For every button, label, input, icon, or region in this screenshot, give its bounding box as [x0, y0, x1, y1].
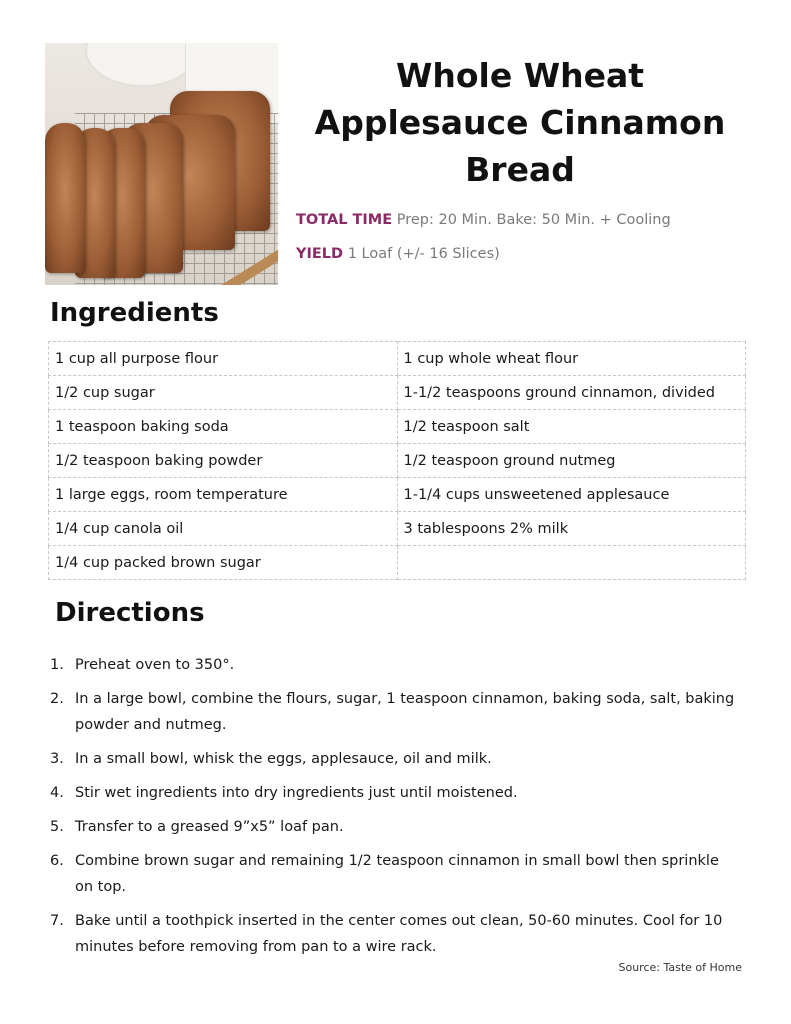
- ingredient-cell: 1/2 teaspoon baking powder: [49, 444, 398, 478]
- ingredient-cell: 1 teaspoon baking soda: [49, 410, 398, 444]
- yield-label: YIELD: [296, 246, 344, 262]
- list-item: [50, 908, 740, 960]
- recipe-title: [290, 52, 750, 193]
- step-number: 2.: [50, 691, 64, 707]
- step-number: 7.: [50, 913, 64, 929]
- step-text: Transfer to a greased 9”x5” loaf pan.: [75, 819, 344, 835]
- ingredient-cell: 3 tablespoons 2% milk: [397, 512, 746, 546]
- step-text: Stir wet ingredients into dry ingredients just until moistened.: [75, 785, 518, 801]
- step-text: In a small bowl, whisk the eggs, applesauce, oil and milk.: [75, 751, 492, 767]
- table-row: [49, 376, 746, 410]
- ingredient-cell: 1 large eggs, room temperature: [49, 478, 398, 512]
- table-row: [49, 478, 746, 512]
- title-line: Applesauce Cinnamon: [314, 103, 726, 142]
- ingredient-cell: 1/2 teaspoon ground nutmeg: [397, 444, 746, 478]
- table-row: [49, 546, 746, 580]
- table-row: [49, 444, 746, 478]
- table-row: [49, 410, 746, 444]
- ingredient-cell: 1-1/4 cups unsweetened applesauce: [397, 478, 746, 512]
- source-credit: Source: Taste of Home: [618, 961, 742, 974]
- directions-heading: Directions: [55, 598, 205, 628]
- step-number: 3.: [50, 751, 64, 767]
- ingredient-cell: 1/4 cup canola oil: [49, 512, 398, 546]
- ingredient-cell: 1 cup whole wheat flour: [397, 342, 746, 376]
- ingredient-cell: 1/2 teaspoon salt: [397, 410, 746, 444]
- step-text: Preheat oven to 350°.: [75, 657, 235, 673]
- step-number: 4.: [50, 785, 64, 801]
- yield-value: 1 Loaf (+/- 16 Slices): [347, 246, 500, 262]
- total-time: [296, 212, 671, 228]
- bread-slice: [45, 123, 85, 273]
- bread-photo: [45, 43, 278, 285]
- ingredient-cell: 1-1/2 teaspoons ground cinnamon, divided: [397, 376, 746, 410]
- directions-list: [50, 652, 740, 968]
- ingredient-cell: 1/4 cup packed brown sugar: [49, 546, 398, 580]
- yield: [296, 246, 500, 262]
- step-number: 6.: [50, 853, 64, 869]
- title-line: Whole Wheat: [395, 56, 645, 95]
- list-item: [50, 780, 740, 806]
- table-row: [49, 512, 746, 546]
- step-text: Combine brown sugar and remaining 1/2 teaspoon cinnamon in small bowl then sprinkle on top.: [75, 853, 719, 895]
- ingredient-cell: [397, 546, 746, 580]
- total-time-label: TOTAL TIME: [296, 212, 393, 228]
- bowl-shape: [85, 43, 199, 87]
- step-text: In a large bowl, combine the flours, sugar, 1 teaspoon cinnamon, baking soda, salt, baking powder and nutmeg.: [75, 691, 735, 733]
- step-number: 1.: [50, 657, 64, 673]
- list-item: [50, 814, 740, 840]
- list-item: [50, 746, 740, 772]
- list-item: [50, 848, 740, 900]
- title-line: Bread: [465, 150, 575, 189]
- ingredients-table: [48, 341, 746, 580]
- total-time-value: Prep: 20 Min. Bake: 50 Min. + Cooling: [396, 212, 671, 228]
- step-text: Bake until a toothpick inserted in the center comes out clean, 50-60 minutes. Cool for 10 minutes before removing from pan to a wire rack.: [75, 913, 723, 955]
- ingredient-cell: 1/2 cup sugar: [49, 376, 398, 410]
- ingredient-cell: 1 cup all purpose flour: [49, 342, 398, 376]
- ingredients-heading: Ingredients: [50, 298, 219, 328]
- step-number: 5.: [50, 819, 64, 835]
- list-item: [50, 652, 740, 678]
- list-item: [50, 686, 740, 738]
- table-row: [49, 342, 746, 376]
